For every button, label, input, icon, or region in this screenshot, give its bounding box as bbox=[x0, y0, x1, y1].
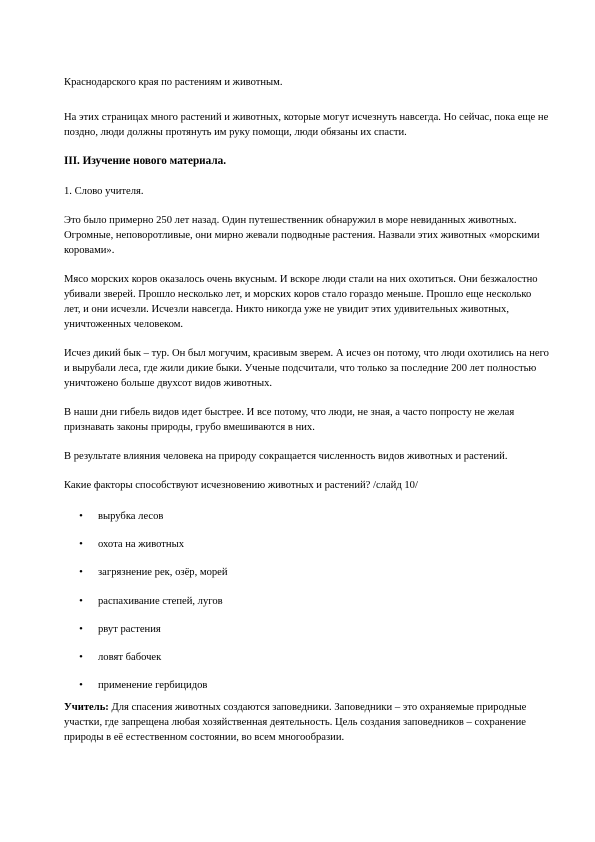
paragraph-intro: Краснодарского края по растениям и животным. bbox=[64, 77, 283, 88]
paragraph-sea-cow-meat: Мясо морских коров оказалось очень вкусным. И вскоре люди стали на них охотиться. Они безжалостно убивали зверей. Прошло несколько лет, и морских коров стало гораздо меньше. Прошло еще несколько лет, и они исчезли. Исчезли навсегда. Никто никогда уже не увидит этих удивительных животных, уничтоженных человеком. bbox=[64, 274, 538, 330]
teacher-text: Для спасения животных создаются заповедники. Заповедники – это охраняемые природные участки, где запрещена любая хозяйственная деятельность. Цель создания заповедников – сохранение природы в её естественном состоянии, во всем многообразии. bbox=[64, 702, 527, 744]
bullet-icon: • bbox=[79, 651, 83, 663]
paragraph-aurochs: Исчез дикий бык – тур. Он был могучим, красивым зверем. А исчез он потому, что люди охотились на него и вырубали леса, где жили дикие быки. Ученые подсчитали, что только за последние 200 лет полностью уничтожено больше двухсот видов животных. bbox=[64, 348, 549, 389]
paragraph-sea-cows: Это было примерно 250 лет назад. Один путешественник обнаружил в море невиданных животных. Огромные, неповоротливые, они мирно жевали подводные растения. Назвали этих животных «морскими коровами». bbox=[64, 215, 540, 256]
bullet-icon: • bbox=[79, 595, 83, 607]
list-item-text: распахивание степей, лугов bbox=[98, 595, 223, 607]
list-item bbox=[64, 622, 550, 650]
list-item-text: ловят бабочек bbox=[98, 651, 162, 663]
factors-list bbox=[64, 509, 550, 700]
list-item-text: охота на животных bbox=[98, 539, 185, 551]
list-item-text: рвут растения bbox=[98, 623, 161, 635]
list-item-text: применение гербицидов bbox=[98, 680, 208, 692]
bullet-icon: • bbox=[79, 623, 83, 635]
bullet-icon: • bbox=[79, 567, 83, 579]
list-item-text: загрязнение рек, озёр, морей bbox=[98, 567, 228, 579]
list-item bbox=[64, 565, 550, 593]
list-item bbox=[64, 678, 550, 700]
paragraph-teacher bbox=[64, 700, 550, 745]
teacher-label: Учитель: bbox=[64, 702, 109, 714]
bullet-icon: • bbox=[79, 539, 83, 551]
bullet-icon: • bbox=[79, 511, 83, 522]
paragraph-teacher-word: 1. Слово учителя. bbox=[64, 186, 144, 197]
paragraph-question: Какие факторы способствуют исчезновению животных и растений? /слайд 10/ bbox=[64, 480, 418, 491]
list-item bbox=[64, 537, 550, 565]
paragraph-endangered: На этих страницах много растений и животных, которые могут исчезнуть навсегда. Но сейчас, пока еще не поздно, люди должны протянуть им руку помощи, люди обязаны их спасти. bbox=[64, 112, 549, 138]
list-item bbox=[64, 509, 550, 537]
paragraph-species-loss: В наши дни гибель видов идет быстрее. И все потому, что люди, не зная, а часто попросту не желая признавать законы природы, грубо вмешиваются в них. bbox=[64, 407, 515, 433]
bullet-icon: • bbox=[79, 680, 83, 692]
list-item bbox=[64, 650, 550, 678]
list-item-text: вырубка лесов bbox=[98, 511, 164, 522]
list-item bbox=[64, 594, 550, 622]
section-heading: III. Изучение нового материала. bbox=[64, 155, 226, 167]
paragraph-human-influence: В результате влияния человека на природу сокращается численность видов животных и растений. bbox=[64, 451, 508, 462]
document-page bbox=[64, 75, 550, 759]
